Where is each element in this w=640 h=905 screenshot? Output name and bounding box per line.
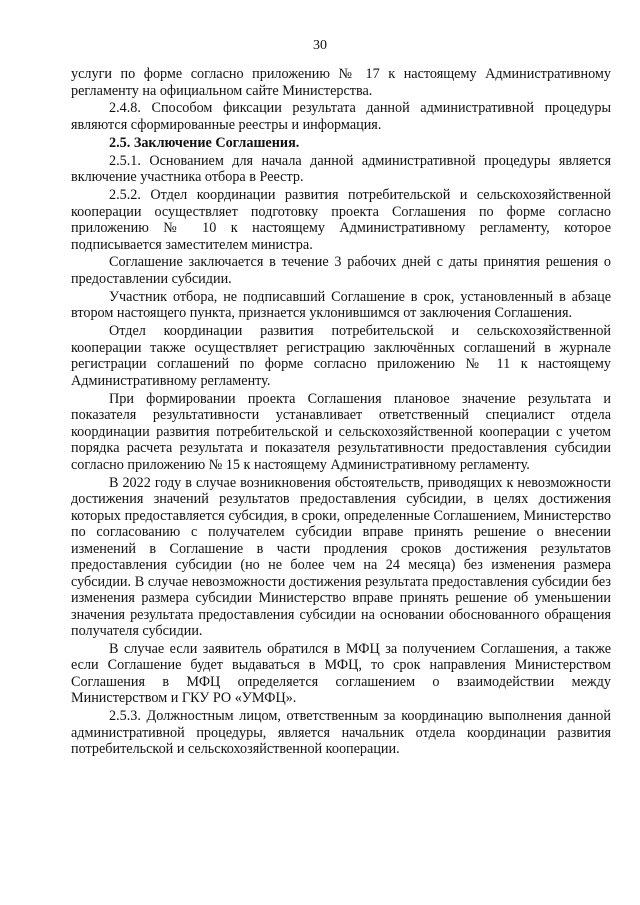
document-body xyxy=(71,66,611,758)
page-number: 30 xyxy=(313,38,327,53)
paragraph: 2.5.3. Должностным лицом, ответственным за координацию выполнения данной административной процедуры, является начальник отдела координации развития потребительской и сельскохозяйственной кооперации. xyxy=(71,708,611,758)
paragraph: Соглашение заключается в течение 3 рабочих дней с даты принятия решения о предоставлении субсидии. xyxy=(71,254,611,287)
paragraph: При формировании проекта Соглашения плановое значение результата и показателя результативности устанавливает ответственный специалист отдела координации развития потребительской и сельскохозяйственной кооперации с учетом порядка расчета результата и показателя результативности предоставления субсидии согласно приложению № 15 к настоящему Административному регламенту. xyxy=(71,390,611,473)
paragraph: услуги по форме согласно приложению № 17 к настоящему Административному регламенту на официальном сайте Министерства. xyxy=(71,66,611,99)
paragraph: Отдел координации развития потребительской и сельскохозяйственной кооперации также осуществляет регистрацию заключённых соглашений в журнале регистрации соглашений по форме согласно приложению № 11 к настоящему Административному регламенту. xyxy=(71,323,611,389)
paragraph: 2.5.1. Основанием для начала данной административной процедуры является включение участника отбора в Реестр. xyxy=(71,152,611,186)
paragraph: 2.4.8. Способом фиксации результата данной административной процедуры являются сформированные реестры и информация. xyxy=(71,100,611,133)
paragraph: В 2022 году в случае возникновения обстоятельств, приводящих к невозможности достижения значений результатов предоставления субсидии, в целях достижения которых предоставляется субсидия, в сроки, определенные Соглашением, Министерство по согласованию с получателем субсидии вправе принять решение о внесении изменений в Соглашение в части продления сроков достижения результатов предоставления субсидии (но не более чем на 24 месяца) без изменения размера субсидии. В случае невозможности достижения результата предоставления субсидии без изменения размера субсидии Министерство вправе принять решение об уменьшении значения результата предоставления субсидии на основании обоснованного обращения получателя субсидии. xyxy=(71,474,611,640)
paragraph: Участник отбора, не подписавший Соглашение в срок, установленный в абзаце втором настоящего пункта, признается уклонившимся от заключения Соглашения. xyxy=(71,288,611,322)
section-heading: 2.5. Заключение Соглашения. xyxy=(109,134,300,151)
paragraph: 2.5.2. Отдел координации развития потребительской и сельскохозяйственной кооперации осуществляет подготовку проекта Соглашения по форме согласно приложению № 10 к настоящему Административному регламенту, которое подписывается заместителем министра. xyxy=(71,187,611,253)
paragraph: В случае если заявитель обратился в МФЦ за получением Соглашения, а также если Соглашение будет выдаваться в МФЦ, то срок направления Министерством Соглашения в МФЦ определяется соглашением о взаимодействии между Министерством и ГКУ РО «УМФЦ». xyxy=(71,640,611,707)
